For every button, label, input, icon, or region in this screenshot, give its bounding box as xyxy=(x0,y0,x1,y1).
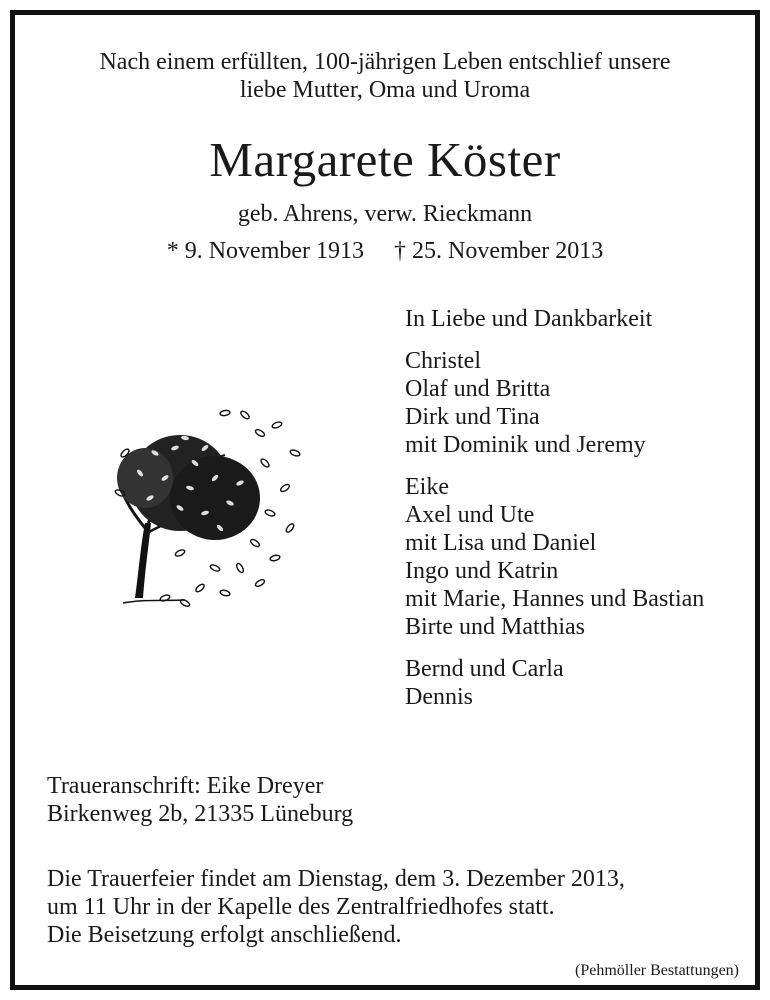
service-line-2: um 11 Uhr in der Kapelle des Zentralfriedhofes statt. xyxy=(47,894,555,920)
deceased-name: Margarete Köster xyxy=(209,132,561,187)
intro-line-2: liebe Mutter, Oma und Uroma xyxy=(239,77,531,103)
tree-with-falling-leaves-icon xyxy=(105,393,305,613)
mourning-address xyxy=(47,772,353,828)
mourner: Dirk und Tina xyxy=(405,404,540,430)
mourner: mit Marie, Hannes und Bastian xyxy=(405,586,705,612)
mourners-heading: In Liebe und Dankbarkeit xyxy=(405,306,653,332)
obituary-frame xyxy=(10,10,760,990)
mourner: Ingo und Katrin xyxy=(405,558,559,584)
life-dates xyxy=(15,237,755,265)
funeral-service-info xyxy=(47,865,625,949)
death-date: † 25. November 2013 xyxy=(394,238,604,264)
mourner: Dennis xyxy=(405,684,473,710)
mourner: Christel xyxy=(405,348,481,374)
service-line-3: Die Beisetzung erfolgt anschließend. xyxy=(47,922,402,948)
intro-text xyxy=(15,48,755,104)
address-line-1: Traueranschrift: Eike Dreyer xyxy=(47,773,324,799)
mourners-group-1 xyxy=(405,347,704,459)
mourner: Axel und Ute xyxy=(405,502,535,528)
undertaker-credit: (Pehmöller Bestattungen) xyxy=(575,962,739,979)
mourner: mit Lisa und Daniel xyxy=(405,530,597,556)
mourner: Olaf und Britta xyxy=(405,376,551,402)
mourners-list xyxy=(405,305,704,711)
mourner: Eike xyxy=(405,474,449,500)
mourner: Bernd und Carla xyxy=(405,656,564,682)
mourners-heading-group xyxy=(405,305,704,333)
mourner: Birte und Matthias xyxy=(405,614,585,640)
mourners-group-3 xyxy=(405,655,704,711)
mourners-group-2 xyxy=(405,473,704,641)
service-line-1: Die Trauerfeier findet am Dienstag, dem 3. Dezember 2013, xyxy=(47,866,625,892)
address-line-2: Birkenweg 2b, 21335 Lüneburg xyxy=(47,801,354,827)
birth-date: * 9. November 1913 xyxy=(166,238,364,264)
maiden-name: geb. Ahrens, verw. Rieckmann xyxy=(237,201,533,227)
mourner: mit Dominik und Jeremy xyxy=(405,432,646,458)
intro-line-1: Nach einem erfüllten, 100-jährigen Leben entschlief unsere xyxy=(99,49,671,75)
